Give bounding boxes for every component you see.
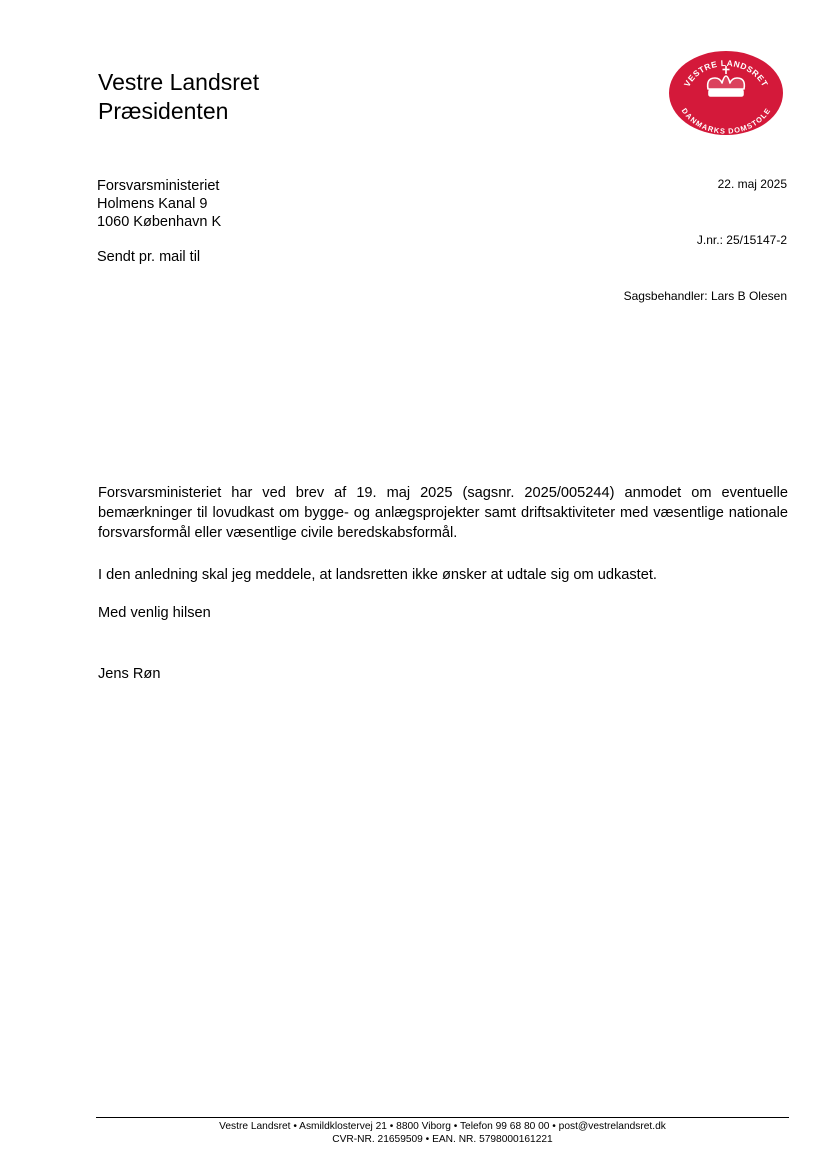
sent-note: Sendt pr. mail til [97,249,201,265]
closing-greeting: Med venlig hilsen [98,605,211,621]
journal-number: J.nr.: 25/15147-2 [696,233,787,247]
signature-name: Jens Røn [98,666,161,682]
court-seal-logo [668,50,784,136]
footer-contact: Vestre Landsret • Asmildklostervej 21 • 8800 Viborg • Telefon 99 68 80 00 • post@vestrelandsret.dk [219,1121,666,1132]
recipient-line: 1060 København K [97,214,222,230]
recipient-line: Holmens Kanal 9 [97,196,208,212]
recipient-line: Forsvarsministeriet [97,178,220,194]
body-paragraph: I den anledning skal jeg meddele, at landsretten ikke ønsker at udtale sig om udkastet. [98,567,657,583]
footer-divider [96,1117,789,1118]
seal-top-text: VESTRE LANDSRET [681,57,771,89]
seal-bottom-text: DANMARKS DOMSTOLE [679,106,773,136]
page-subtitle: Præsidenten [98,98,229,124]
letter-date: 22. maj 2025 [717,177,787,191]
recipient-address [97,177,221,231]
case-handler: Sagsbehandler: Lars B Olesen [623,289,787,303]
body-paragraph: Forsvarsministeriet har ved brev af 19. maj 2025 (sagsnr. 2025/005244) anmodet om eventuelle bemærkninger til lovudkast om bygge- og anlægsprojekter samt driftsaktiviteter med væsentlige nationale forsvarsformål eller væsentlige civile beredskabsformål. [98,485,788,541]
footer-registration: CVR-NR. 21659509 • EAN. NR. 5798000161221 [332,1134,553,1145]
page-title: Vestre Landsret [98,69,260,95]
